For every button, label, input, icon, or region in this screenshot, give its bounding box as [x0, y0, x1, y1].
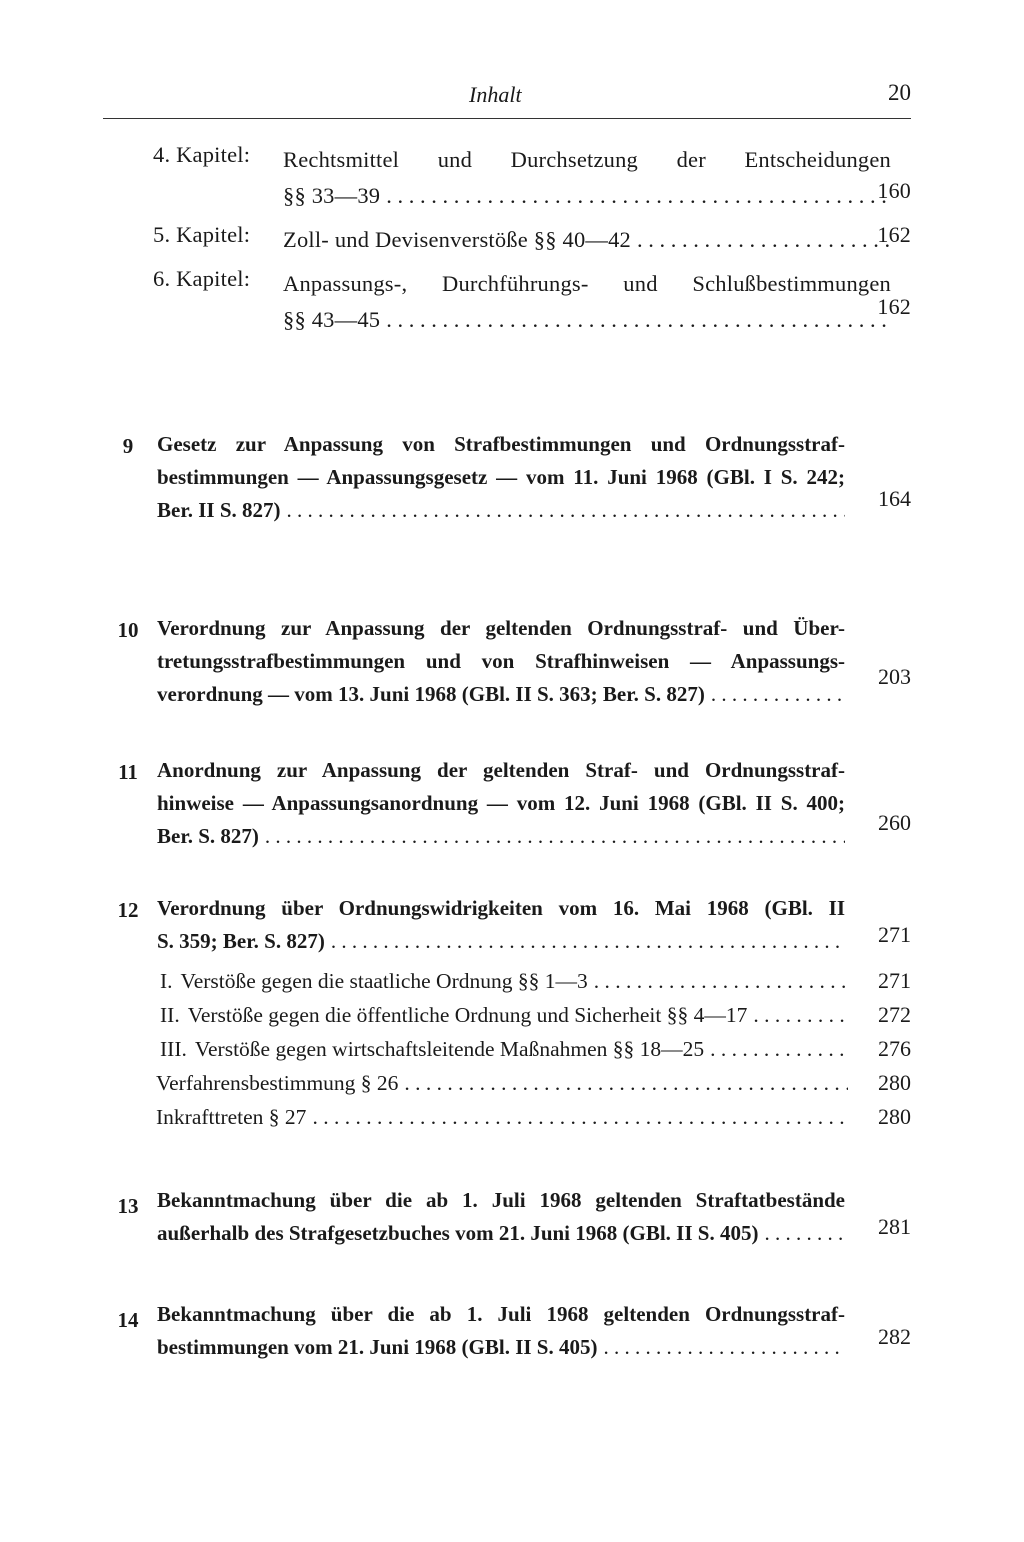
subsection-title: Verfahrensbestimmung § 26	[156, 1071, 399, 1095]
entry-title-line: Bekanntmachung über die ab 1. Juli 1968 geltenden Ordnungsstraf-	[157, 1302, 845, 1326]
chapter-label: 6. Kapitel:	[153, 266, 251, 291]
subsection-page: 276	[878, 1036, 911, 1061]
chapter-sections: §§ 33—39	[283, 183, 381, 208]
chapter-list	[103, 142, 911, 342]
chapter-label: 4. Kapitel:	[153, 142, 251, 167]
entry-title-line: S. 359; Ber. S. 827)	[157, 929, 325, 953]
subsection-item[interactable]	[156, 1066, 848, 1100]
page-header	[103, 78, 911, 119]
chapter-page: 160	[877, 178, 911, 203]
subsection-list	[156, 964, 848, 1134]
chapter-title: Anpassungs-, Durchführungs- und Schlußbestimmungen	[283, 271, 891, 296]
subsection-item[interactable]	[156, 1100, 848, 1134]
chapter-page: 162	[877, 294, 911, 319]
subsection-item[interactable]	[160, 964, 848, 998]
entry-title-line: verordnung — vom 13. Juni 1968 (GBl. II S. 363; Ber. S. 827)	[157, 682, 705, 706]
entry-number: 11	[118, 760, 138, 784]
subsection-item[interactable]	[160, 1032, 848, 1066]
entry-title-line: Verordnung zur Anpassung der geltenden Ordnungsstraf- und Über-	[157, 616, 845, 640]
entry-title-line: tretungsstrafbestimmungen und von Strafhinweisen — Anpassungs-	[157, 649, 845, 673]
entry-page: 260	[878, 810, 911, 835]
entry-number: 12	[117, 898, 139, 922]
toc-entry-9[interactable]	[103, 428, 911, 528]
chapter-title: Rechtsmittel und Durchsetzung der Entscheidungen	[283, 147, 891, 172]
subsection-numeral: III.	[160, 1037, 187, 1061]
entry-page: 282	[878, 1324, 911, 1349]
entry-number: 10	[117, 618, 139, 642]
entry-page: 281	[878, 1214, 911, 1239]
toc-entry-10[interactable]	[103, 612, 911, 712]
entry-title-line: außerhalb des Strafgesetzbuches vom 21. Juni 1968 (GBl. II S. 405)	[157, 1221, 759, 1245]
subsection-numeral: I.	[160, 969, 173, 993]
subsection-title: Inkrafttreten § 27	[156, 1105, 307, 1129]
entry-title-line: bestimmungen — Anpassungsgesetz — vom 11. Juni 1968 (GBl. I S. 242;	[157, 465, 845, 489]
toc-entry-12[interactable]	[103, 892, 911, 1142]
entry-title-line: Verordnung über Ordnungswidrigkeiten vom 16. Mai 1968 (GBl. II	[157, 896, 845, 920]
chapter-sections: §§ 43—45	[283, 307, 381, 332]
subsection-pages	[851, 964, 911, 1134]
entry-number: 13	[117, 1194, 139, 1218]
entry-title-line: Gesetz zur Anpassung von Strafbestimmungen und Ordnungsstraf-	[157, 432, 845, 456]
chapter-page: 162	[877, 222, 911, 247]
entry-number: 14	[117, 1308, 139, 1332]
chapter-label: 5. Kapitel:	[153, 222, 251, 247]
subsection-title: Verstöße gegen die öffentliche Ordnung und Sicherheit §§ 4—17	[187, 1003, 748, 1027]
entry-number: 9	[122, 434, 134, 458]
entry-title-line: hinweise — Anpassungsanordnung — vom 12. Juni 1968 (GBl. II S. 400;	[157, 791, 845, 815]
entry-title-line: Anordnung zur Anpassung der geltenden Straf- und Ordnungsstraf-	[157, 758, 845, 782]
chapter-title: Zoll- und Devisenverstöße §§ 40—42	[283, 227, 631, 252]
subsection-title: Verstöße gegen wirtschaftsleitende Maßnahmen §§ 18—25	[194, 1037, 705, 1061]
subsection-title: Verstöße gegen die staatliche Ordnung §§ 1—3	[180, 969, 588, 993]
entry-title-line: Ber. S. 827)	[157, 824, 259, 848]
entry-page: 271	[878, 922, 911, 947]
entry-page: 203	[878, 664, 911, 689]
subsection-page: 280	[878, 1104, 911, 1129]
header-title: Inhalt	[469, 82, 522, 107]
toc-entry-11[interactable]	[103, 754, 911, 854]
entry-title-line: bestimmungen vom 21. Juni 1968 (GBl. II S. 405)	[157, 1335, 598, 1359]
entry-title-line: Bekanntmachung über die ab 1. Juli 1968 geltenden Straftatbestände	[157, 1188, 845, 1212]
entry-title-line: Ber. II S. 827)	[157, 498, 281, 522]
entry-page: 164	[878, 486, 911, 511]
subsection-page: 271	[878, 968, 911, 993]
subsection-numeral: II.	[160, 1003, 180, 1027]
toc-entry-14[interactable]	[103, 1298, 911, 1378]
header-page-number: 20	[888, 80, 911, 105]
toc-entry-13[interactable]	[103, 1184, 911, 1264]
subsection-page: 280	[878, 1070, 911, 1095]
subsection-page: 272	[878, 1002, 911, 1027]
subsection-item[interactable]	[160, 998, 848, 1032]
